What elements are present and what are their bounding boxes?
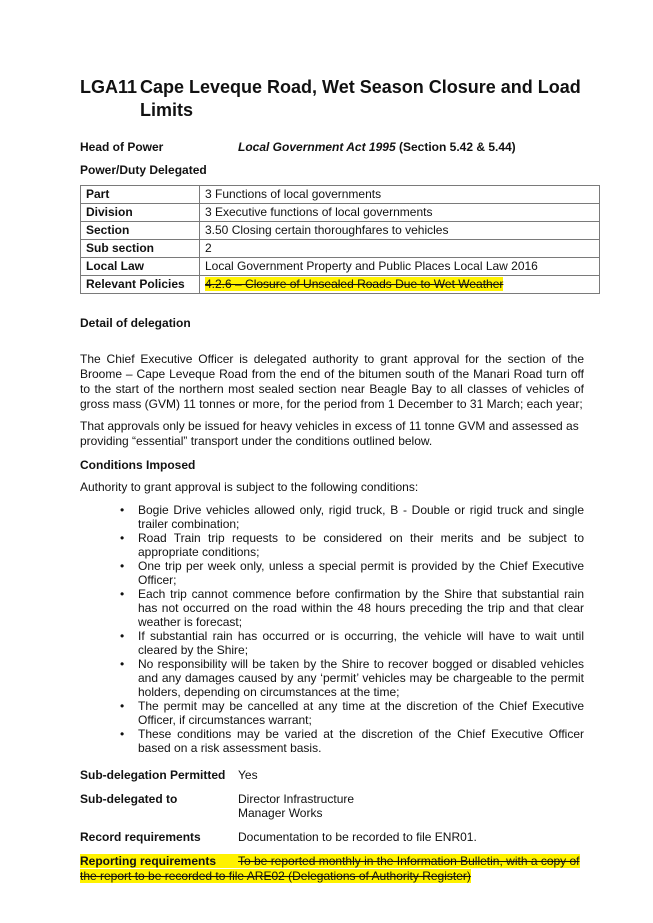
table-cell-label: Relevant Policies	[81, 276, 200, 294]
act-name: Local Government Act 1995	[238, 140, 396, 154]
sub-delegate-1: Director Infrastructure	[238, 792, 355, 806]
document-title	[80, 76, 584, 122]
record-requirements-value: Documentation to be recorded to file ENR01.	[238, 830, 477, 844]
table-row	[81, 258, 600, 276]
table-cell-label: Sub section	[81, 240, 200, 258]
list-item: • Road Train trip requests to be considered on their merits and be subject to appropriate conditions;	[138, 531, 584, 559]
sub-delegation-row	[80, 768, 584, 782]
conditions-heading: Conditions Imposed	[80, 458, 196, 472]
sub-delegation-label: Sub-delegation Permitted	[80, 768, 226, 782]
reporting-requirements-text	[80, 854, 580, 883]
table-cell-value: 2	[200, 240, 600, 258]
list-item: • One trip per week only, unless a special permit is provided by the Chief Executive Officer;	[138, 559, 584, 587]
table-cell-label: Section	[81, 222, 200, 240]
struck-policy-text: 4.2.6 – Closure of Unsealed Roads Due to Wet Weather	[205, 277, 504, 291]
detail-paragraph-2: That approvals only be issued for heavy vehicles in excess of 11 tonne GVM and assessed as providing “essential” transport under the conditions outlined below.	[80, 419, 579, 448]
head-of-power-value	[238, 140, 516, 154]
list-item: • Each trip cannot commence before confirmation by the Shire that substantial rain has not occurred on the road within the 48 hours preceding the trip and that clear weather is forecast;	[138, 587, 584, 629]
table-cell-value: 3.50 Closing certain thoroughfares to vehicles	[200, 222, 600, 240]
table-row	[81, 276, 600, 294]
document-page	[80, 76, 584, 884]
head-of-power-label: Head of Power	[80, 140, 164, 154]
reporting-requirements-row	[80, 854, 584, 884]
record-requirements-label: Record requirements	[80, 830, 201, 844]
table-cell-value: 3 Executive functions of local governments	[200, 204, 600, 222]
sub-delegated-to-values	[238, 792, 354, 820]
table-row	[81, 186, 600, 204]
list-item: • Bogie Drive vehicles allowed only, rigid truck, B - Double or rigid truck and single trailer combination;	[138, 503, 584, 531]
detail-heading: Detail of delegation	[80, 316, 191, 330]
table-cell-label: Part	[81, 186, 200, 204]
sub-delegated-to-row	[80, 792, 584, 820]
relevant-policy-value	[200, 276, 600, 294]
table-cell-value: Local Government Property and Public Places Local Law 2016	[200, 258, 600, 276]
table-cell-label: Division	[81, 204, 200, 222]
sub-delegated-to-label: Sub-delegated to	[80, 792, 178, 806]
power-table	[80, 185, 600, 294]
sub-delegation-value: Yes	[238, 768, 258, 782]
table-row	[81, 204, 600, 222]
reporting-requirements-label: Reporting requirements	[80, 854, 217, 868]
detail-paragraph-1: The Chief Executive Officer is delegated authority to grant approval for the section of the Broome – Cape Leveque Road from the end of the bitumen south of the Manari Road turn off to the start of the northern most sealed section near Beagle Bay to all classes of vehicles of gross mass (GVM) 11 tonnes or more, for the period from 1 December to 31 March; each year;	[80, 352, 584, 411]
sub-delegate-2: Manager Works	[238, 806, 323, 820]
reporting-requirements-value: To be reported monthly in the Information Bulletin, with a copy of the report to be recorded to file ARE02 (Delegations of Authority Register)	[80, 854, 580, 883]
list-item: • If substantial rain has occurred or is occurring, the vehicle will have to wait until cleared by the Shire;	[138, 629, 584, 657]
table-cell-label: Local Law	[81, 258, 200, 276]
list-item: • The permit may be cancelled at any time at the discretion of the Chief Executive Officer, if circumstances warrant;	[138, 699, 584, 727]
head-of-power-row	[80, 140, 584, 154]
power-duty-heading: Power/Duty Delegated	[80, 163, 207, 177]
table-cell-value: 3 Functions of local governments	[200, 186, 600, 204]
conditions-intro: Authority to grant approval is subject to the following conditions:	[80, 480, 419, 494]
delegation-code: LGA11	[80, 77, 138, 97]
record-requirements-row	[80, 830, 584, 844]
act-sections: (Section 5.42 & 5.44)	[398, 140, 516, 154]
table-row	[81, 240, 600, 258]
table-row	[81, 222, 600, 240]
list-item: • No responsibility will be taken by the Shire to recover bogged or disabled vehicles and any damages caused by any ‘permit’ vehicles may be chargeable to the permit holders, depending on circumstances at the time;	[138, 657, 584, 699]
list-item: • These conditions may be varied at the discretion of the Chief Executive Officer based on a risk assessment basis.	[138, 727, 584, 755]
conditions-list	[80, 503, 584, 755]
delegation-title: Cape Leveque Road, Wet Season Closure and Load Limits	[140, 77, 581, 120]
